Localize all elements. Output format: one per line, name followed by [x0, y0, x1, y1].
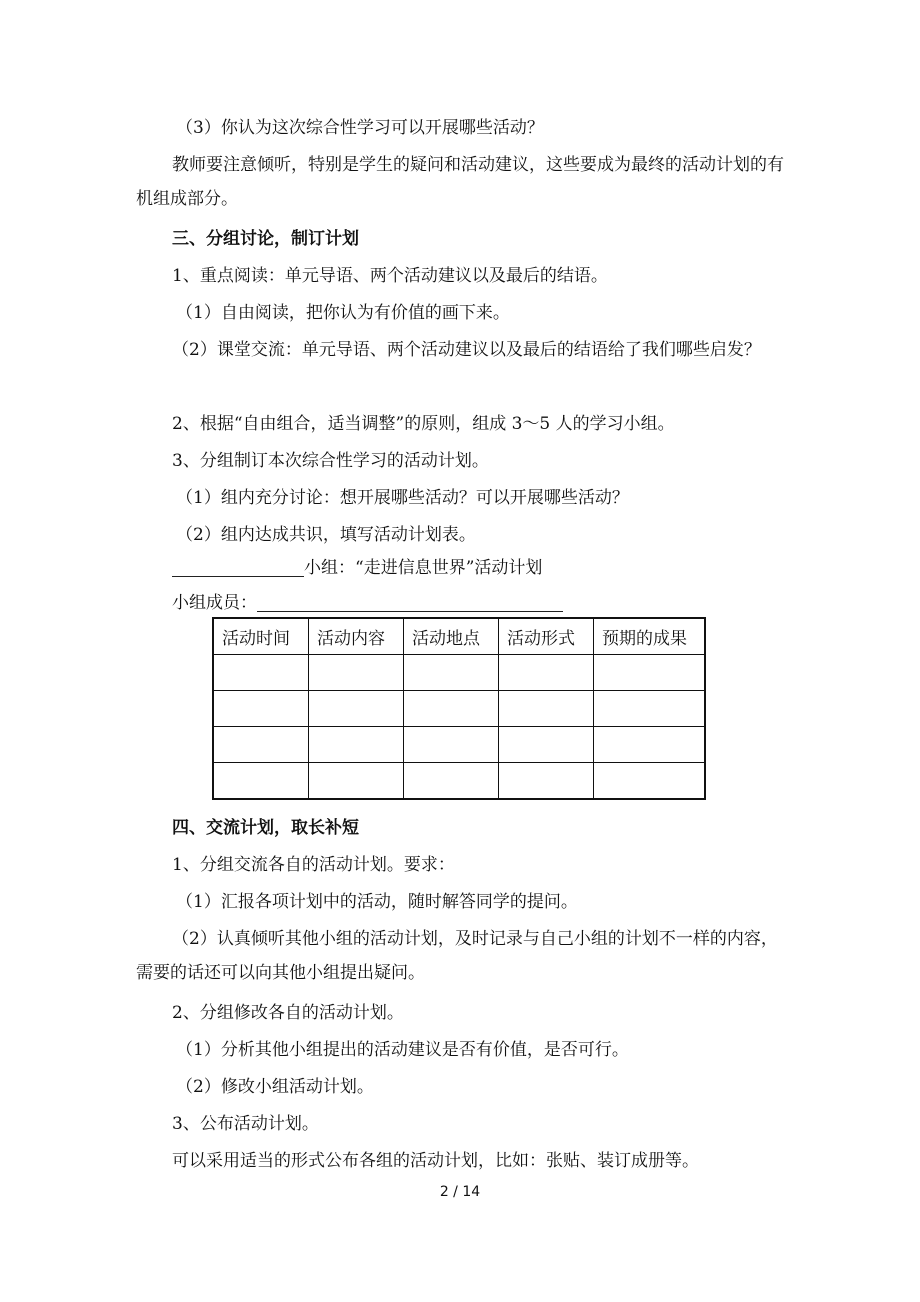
table-cell[interactable] [309, 763, 404, 800]
paragraph: （1）组内充分讨论：想开展哪些活动？可以开展哪些活动？ [176, 488, 629, 508]
table-cell[interactable] [499, 655, 594, 691]
paragraph: 1、重点阅读：单元导语、两个活动建议以及最后的结语。 [172, 266, 608, 286]
table-cell[interactable] [594, 655, 706, 691]
table-header-row [213, 618, 705, 655]
table-header-cell: 活动时间 [213, 618, 309, 655]
table-cell[interactable] [404, 655, 499, 691]
section-heading: 三、分组讨论，制订计划 [172, 229, 359, 249]
table-row [213, 727, 705, 763]
table-cell[interactable] [594, 691, 706, 727]
page-number: 2 / 14 [439, 1184, 481, 1200]
paragraph: （1）分析其他小组提出的活动建议是否有价值，是否可行。 [176, 1040, 629, 1060]
paragraph: （2）修改小组活动计划。 [176, 1077, 374, 1097]
plan-title-line [136, 551, 820, 585]
activity-plan-table [212, 617, 706, 800]
paragraph: 可以采用适当的形式公布各组的活动计划，比如：张贴、装订成册等。 [172, 1151, 699, 1171]
paragraph: （1）汇报各项计划中的活动，随时解答同学的提问。 [176, 892, 578, 912]
paragraph: 2、分组修改各自的活动计划。 [172, 1003, 404, 1023]
table-header-cell: 活动内容 [309, 618, 404, 655]
table-cell[interactable] [404, 691, 499, 727]
paragraph: （1）自由阅读，把你认为有价值的画下来。 [176, 303, 510, 323]
members-label: 小组成员： [172, 593, 257, 613]
table-cell[interactable] [309, 655, 404, 691]
paragraph: 3、公布活动计划。 [172, 1114, 319, 1134]
paragraph: 1、分组交流各自的活动计划。要求： [172, 855, 455, 875]
table-cell[interactable] [594, 727, 706, 763]
members-blank[interactable] [257, 591, 563, 612]
paragraph: 3、分组制订本次综合性学习的活动计划。 [172, 451, 489, 471]
table-cell[interactable] [213, 691, 309, 727]
table-cell[interactable] [499, 763, 594, 800]
paragraph: （2）认真倾听其他小组的活动计划，及时记录与自己小组的计划不一样的内容，需要的话还可以向其他小组提出疑问。 [136, 929, 778, 983]
plan-title: 小组：“走进信息世界”活动计划 [304, 558, 543, 578]
table-cell[interactable] [309, 691, 404, 727]
table-cell[interactable] [213, 655, 309, 691]
table-header-cell: 活动地点 [404, 618, 499, 655]
table-header-cell: 活动形式 [499, 618, 594, 655]
table-cell[interactable] [404, 727, 499, 763]
table-row [213, 691, 705, 727]
section-heading: 四、交流计划，取长补短 [172, 818, 359, 838]
table-row [213, 763, 705, 800]
table-cell[interactable] [499, 727, 594, 763]
paragraph: （2）课堂交流：单元导语、两个活动建议以及最后的结语给了我们哪些启发？ [172, 340, 761, 360]
paragraph: 教师要注意倾听，特别是学生的疑问和活动建议，这些要成为最终的活动计划的有机组成部分。 [136, 155, 784, 209]
table-header-cell: 预期的成果 [594, 618, 706, 655]
table-cell[interactable] [309, 727, 404, 763]
table-cell[interactable] [404, 763, 499, 800]
group-name-blank[interactable] [172, 556, 304, 577]
table-cell[interactable] [213, 727, 309, 763]
table-cell[interactable] [594, 763, 706, 800]
members-line [136, 586, 820, 620]
paragraph: （2）组内达成共识，填写活动计划表。 [176, 525, 476, 545]
table-row [213, 655, 705, 691]
paragraph: 2、根据“自由组合，适当调整”的原则，组成 3～5 人的学习小组。 [172, 414, 675, 434]
table-cell[interactable] [213, 763, 309, 800]
table-cell[interactable] [499, 691, 594, 727]
paragraph: （3）你认为这次综合性学习可以开展哪些活动？ [176, 118, 544, 138]
